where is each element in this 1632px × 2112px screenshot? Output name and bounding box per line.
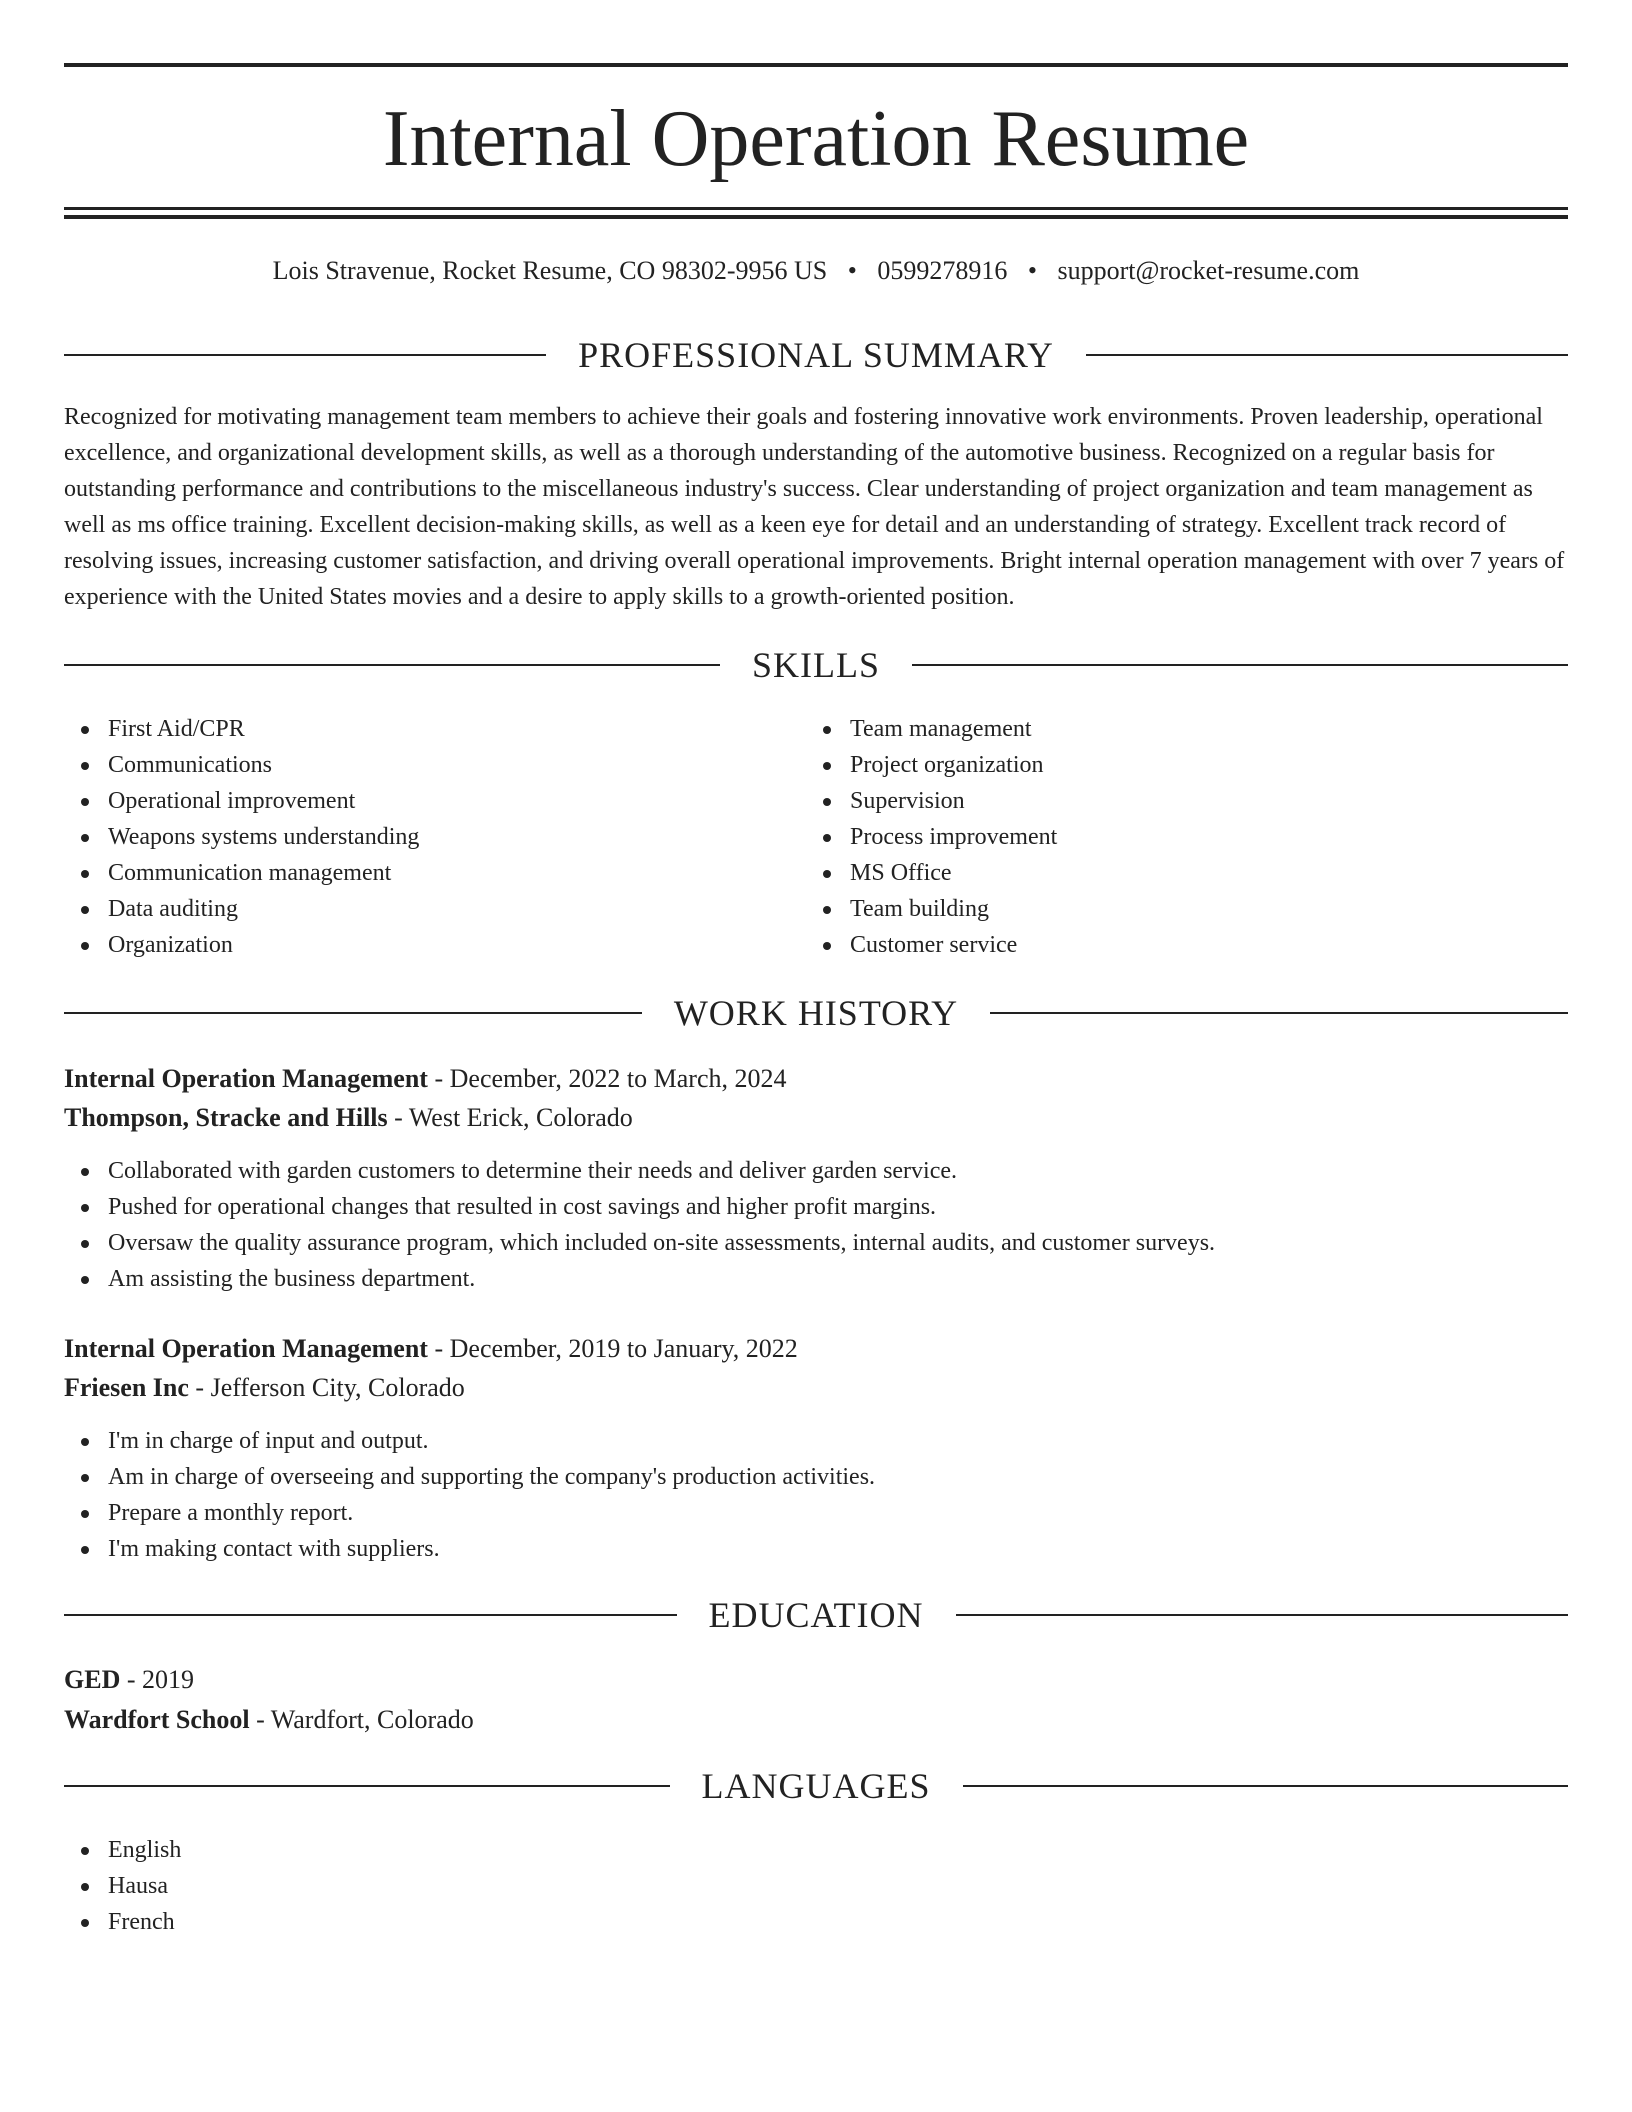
job-company-line — [64, 1099, 1568, 1137]
title-rule-lower — [64, 215, 1568, 219]
job-bullet: Oversaw the quality assurance program, which included on-site assessments, internal audits, and customer surveys. — [108, 1225, 1568, 1261]
skill-item: MS Office — [850, 855, 1548, 891]
contact-phone: 0599278916 — [877, 256, 1008, 285]
education-location: - Wardfort, Colorado — [249, 1705, 474, 1734]
title-rule-upper — [64, 207, 1568, 210]
job-company-line — [64, 1369, 1568, 1407]
contact-separator: • — [847, 256, 857, 285]
skill-item: Communication management — [108, 855, 806, 891]
language-item: English — [108, 1832, 1568, 1868]
skill-item: Data auditing — [108, 891, 806, 927]
skill-item: Organization — [108, 927, 806, 963]
work-heading: WORK HISTORY — [673, 993, 959, 1033]
heading-rule — [990, 1012, 1568, 1014]
job-company: Friesen Inc — [64, 1373, 189, 1402]
job-bullet: I'm making contact with suppliers. — [108, 1531, 1568, 1567]
skill-item: Team management — [850, 711, 1548, 747]
heading-rule — [64, 1614, 677, 1616]
contact-address: Lois Stravenue, Rocket Resume, CO 98302-9956 US — [272, 256, 828, 285]
skill-item: Team building — [850, 891, 1548, 927]
education-degree-line — [64, 1661, 1568, 1699]
job-dates: - December, 2022 to March, 2024 — [427, 1064, 787, 1093]
heading-rule — [64, 354, 546, 356]
summary-text: Recognized for motivating management team members to achieve their goals and fostering innovative work environments. Proven leadership, operational excellence, and organizational development skills, as well as a thorough understanding of the automotive business. Recognized on a regular basis for outstanding performance and contributions to the miscellaneous industry's success. Clear understanding of project organization and team management as well as ms office training. Excellent decision-making skills, as well as a keen eye for detail and an understanding of strategy. Excellent track record of resolving issues, increasing customer satisfaction, and driving overall operational improvements. Bright internal operation management with over 7 years of experience with the United States movies and a desire to apply skills to a growth-oriented position. — [64, 404, 1565, 610]
skills-column-left — [64, 711, 806, 963]
skills-heading: SKILLS — [752, 645, 881, 685]
skill-item: First Aid/CPR — [108, 711, 806, 747]
job-location: - Jefferson City, Colorado — [188, 1373, 465, 1402]
languages-section-heading — [64, 1764, 1568, 1808]
job-bullet: Am assisting the business department. — [108, 1261, 1568, 1297]
heading-rule — [64, 1785, 670, 1787]
job-title-line — [64, 1060, 1568, 1098]
job-company: Thompson, Stracke and Hills — [64, 1103, 388, 1132]
summary-section-heading — [64, 333, 1568, 377]
skill-item: Supervision — [850, 783, 1548, 819]
language-item: French — [108, 1904, 1568, 1940]
education-year: - 2019 — [120, 1665, 195, 1694]
education-school-line — [64, 1701, 1568, 1739]
job-bullets — [64, 1153, 1568, 1297]
languages-list — [64, 1832, 1568, 1940]
skill-item: Weapons systems understanding — [108, 819, 806, 855]
skills-list — [64, 711, 1568, 963]
education-section-heading — [64, 1593, 1568, 1637]
contact-email: support@rocket-resume.com — [1057, 256, 1360, 285]
job-bullets — [64, 1423, 1568, 1567]
resume-title: Internal Operation Resume — [382, 95, 1250, 183]
education-degree: GED — [64, 1665, 121, 1694]
job-location: - West Erick, Colorado — [387, 1103, 633, 1132]
languages-heading: LANGUAGES — [701, 1766, 931, 1806]
skill-item: Operational improvement — [108, 783, 806, 819]
job-bullet: Am in charge of overseeing and supporting the company's production activities. — [108, 1459, 1568, 1495]
job-title: Internal Operation Management — [64, 1334, 428, 1363]
heading-rule — [64, 664, 720, 666]
top-rule — [64, 63, 1568, 67]
heading-rule — [912, 664, 1568, 666]
job-title-line — [64, 1330, 1568, 1368]
job-dates: - December, 2019 to January, 2022 — [427, 1334, 798, 1363]
job-title: Internal Operation Management — [64, 1064, 428, 1093]
skill-item: Project organization — [850, 747, 1548, 783]
heading-rule — [1086, 354, 1568, 356]
language-item: Hausa — [108, 1868, 1568, 1904]
skill-item: Communications — [108, 747, 806, 783]
skills-column-right — [806, 711, 1548, 963]
job-bullet: Prepare a monthly report. — [108, 1495, 1568, 1531]
education-heading: EDUCATION — [708, 1595, 924, 1635]
skill-item: Customer service — [850, 927, 1548, 963]
job-bullet: I'm in charge of input and output. — [108, 1423, 1568, 1459]
work-section-heading — [64, 991, 1568, 1035]
education-school: Wardfort School — [64, 1705, 250, 1734]
contact-line — [64, 252, 1568, 290]
contact-separator: • — [1027, 256, 1037, 285]
skill-item: Process improvement — [850, 819, 1548, 855]
skills-section-heading — [64, 643, 1568, 687]
job-bullet: Pushed for operational changes that resulted in cost savings and higher profit margins. — [108, 1189, 1568, 1225]
summary-heading: PROFESSIONAL SUMMARY — [578, 335, 1054, 375]
job-bullet: Collaborated with garden customers to determine their needs and deliver garden service. — [108, 1153, 1568, 1189]
heading-rule — [956, 1614, 1569, 1616]
heading-rule — [963, 1785, 1569, 1787]
heading-rule — [64, 1012, 642, 1014]
